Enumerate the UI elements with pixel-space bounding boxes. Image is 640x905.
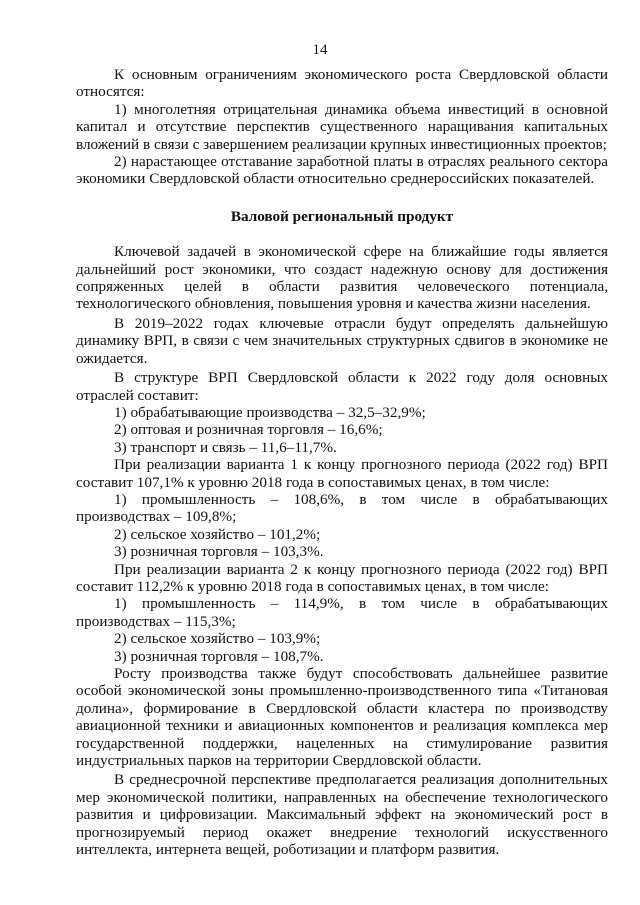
paragraph-grp-dynamics: В 2019–2022 годах ключевые отрасли будут определять дальнейшую динамику ВРП, в связи с чем значительных структурных сдвигов в экономике не ожидается. [76,314,608,367]
paragraph-constraint-1: 1) многолетняя отрицательная динамика объема инвестиций в основной капитал и отсутствие перспектив существенного наращивания капитальных вложений в связи с завершением реализации крупных инвестиционных проектов; [76,100,608,153]
list-item-manufacturing-share: 1) обрабатывающие производства – 32,5–32,9%; [114,403,426,421]
paragraph-medium-term: В среднесрочной перспективе предполагается реализация дополнительных мер экономической политики, направленных на обеспечение технологического развития и цифровизации. Максимальный эффект на экономический рост в прогнозируемый период окажет внедрение технологий искусственного интеллекта, интернета вещей, роботизации и платформ развития. [76,771,608,859]
list-item-variant-1-agriculture: 2) сельское хозяйство – 101,2%; [114,525,321,543]
list-item-variant-2-retail: 3) розничная торговля – 108,7%. [114,647,324,665]
document-body [76,66,608,858]
paragraph-constraints-intro: К основным ограничениям экономического роста Свердловской области относятся: [76,66,608,101]
paragraph-variant-1: При реализации варианта 1 к концу прогнозного периода (2022 год) ВРП составит 107,1% к уровню 2018 года в сопоставимых ценах, в том числе: [76,456,608,491]
paragraph-constraint-2: 2) нарастающее отставание заработной платы в отраслях реального сектора экономики Свердловской области относительно среднероссийских показателей. [76,153,608,188]
list-item-trade-share: 2) оптовая и розничная торговля – 16,6%; [114,421,383,439]
paragraph-variant-2: При реализации варианта 2 к концу прогнозного периода (2022 год) ВРП составит 112,2% к уровню 2018 года в сопоставимых ценах, в том числе: [76,560,608,595]
paragraph-key-task: Ключевой задачей в экономической сфере на ближайшие годы является дальнейший рост экономики, что создаст надежную основу для достижения сопряженных целей в области развития человеческого потенциала, технологического обновления, повышения уровня и качества жизни населения. [76,243,608,313]
list-item-transport-share: 3) транспорт и связь – 11,6–11,7%. [114,438,337,456]
page-number: 14 [312,42,328,58]
list-item-variant-2-agriculture: 2) сельское хозяйство – 103,9%; [114,630,321,648]
section-title: Валовой региональный продукт [230,207,454,225]
paragraph-growth-factors: Росту производства также будут способствовать дальнейшее развитие особой экономической зоны промышленно-производственного типа «Титановая долина», формирование в Свердловской области кластера по производству авиационной техники и авиационных компонентов и реализация комплекса мер государственной поддержки, нацеленных на стимулирование развития индустриальных парков на территории Свердловской области. [76,665,608,770]
list-item-variant-1-retail: 3) розничная торговля – 103,3%. [114,543,324,561]
list-item-variant-1-industry: 1) промышленность – 108,6%, в том числе в обрабатывающих производствах – 109,8%; [76,490,608,526]
list-item-variant-2-industry: 1) промышленность – 114,9%, в том числе в обрабатывающих производствах – 115,3%; [76,595,608,630]
paragraph-grp-structure: В структуре ВРП Свердловской области к 2022 году доля основных отраслей составит: [76,369,608,404]
